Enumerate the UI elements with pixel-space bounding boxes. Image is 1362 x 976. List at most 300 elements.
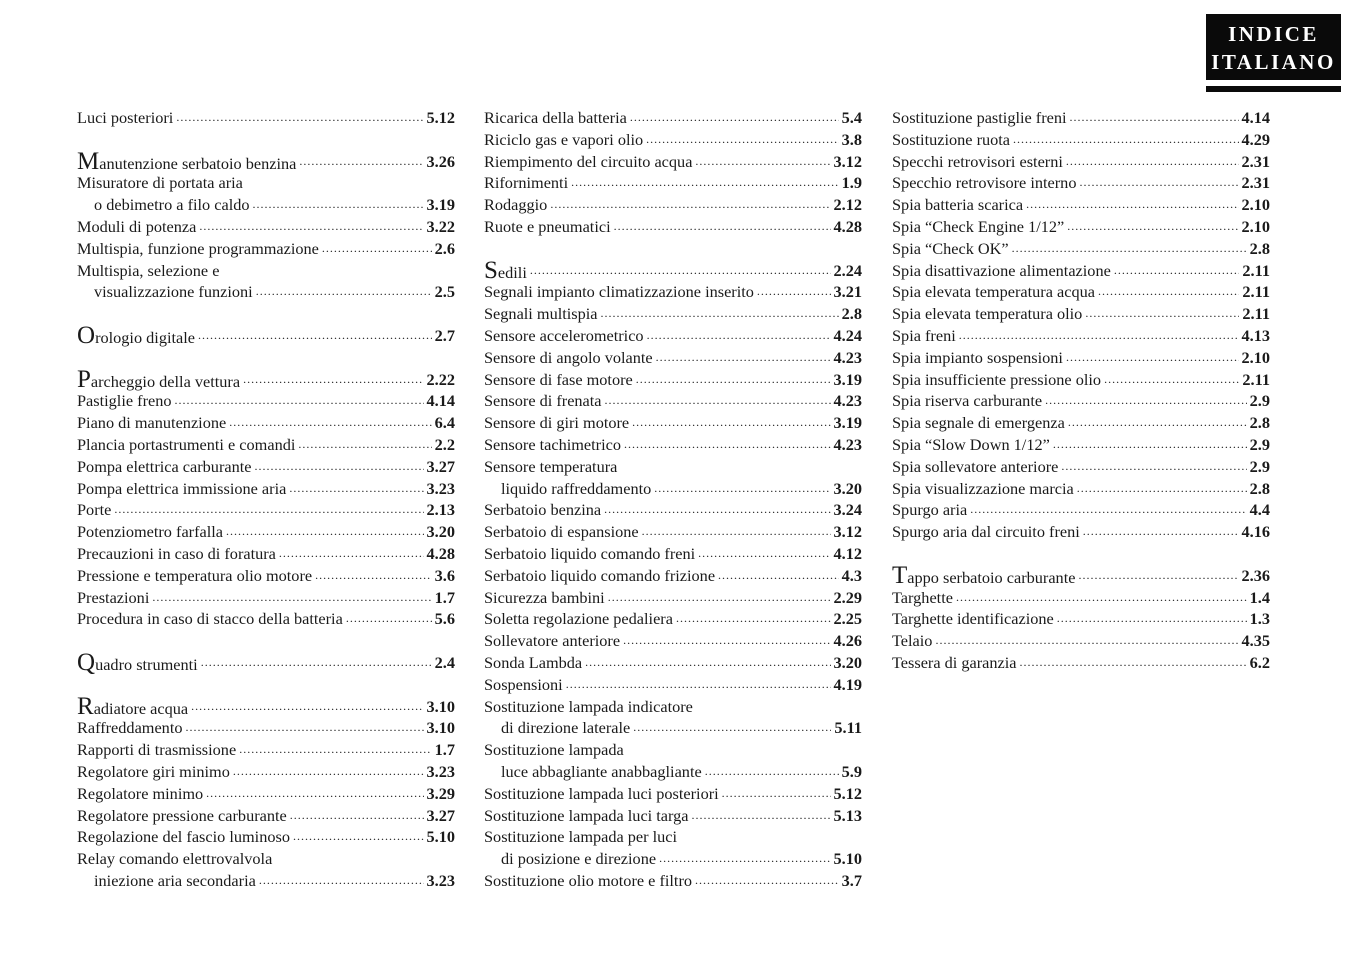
entry-page-number: 4.4: [1249, 500, 1270, 520]
entry-label: Spia riserva carburante: [892, 391, 1043, 411]
entry-label: di direzione laterale: [501, 718, 631, 738]
index-entry: [484, 565, 862, 587]
entry-label: Spia freni: [892, 325, 956, 345]
index-entry: [77, 783, 455, 805]
index-entry: [892, 587, 1270, 609]
entry-label: Sostituzione lampada luci posteriori: [484, 783, 719, 803]
entry-page-number: 4.35: [1241, 631, 1270, 651]
entry-label: Piano di manutenzione: [77, 413, 227, 433]
index-entry-continued: [77, 260, 455, 282]
dot-leader: [229, 412, 431, 434]
index-entry-continued: [484, 739, 862, 761]
entry-label: Sensore di giri motore: [484, 413, 630, 433]
entry-label: Serbatoio liquido comando frizione: [484, 565, 716, 585]
dot-leader: [299, 151, 423, 173]
entry-label: Potenziometro farfalla: [77, 522, 224, 542]
entry-page-number: 4.13: [1241, 325, 1270, 345]
entry-page-number: 5.11: [834, 718, 862, 738]
entry-page-number: 3.22: [426, 216, 455, 236]
entry-page-number: 4.28: [833, 216, 862, 236]
dot-leader: [636, 369, 831, 391]
dot-leader: [624, 434, 831, 456]
index-gap: [77, 129, 455, 151]
entry-label: Pastiglie freno: [77, 391, 172, 411]
dot-leader: [1070, 107, 1239, 129]
dot-leader: [290, 805, 424, 827]
entry-page-number: 2.10: [1241, 195, 1270, 215]
index-entry: [77, 147, 455, 175]
dot-leader: [199, 216, 423, 238]
entry-page-number: 4.16: [1241, 522, 1270, 542]
dot-leader: [293, 826, 424, 848]
dot-leader: [253, 194, 424, 216]
entry-page-number: 4.14: [426, 391, 455, 411]
dot-leader: [1114, 260, 1240, 282]
index-entry: [892, 608, 1270, 630]
entry-label: Spia disattivazione alimentazione: [892, 260, 1111, 280]
badge-title-line2: ITALIANO: [1211, 50, 1336, 74]
dot-leader: [226, 521, 423, 543]
index-column-3: [892, 107, 1270, 674]
dot-leader: [243, 369, 423, 391]
entry-label: Tessera di garanzia: [892, 652, 1017, 672]
index-entry: [484, 194, 862, 216]
dot-leader: [1104, 369, 1239, 391]
index-entry: [77, 216, 455, 238]
index-entry: [77, 648, 455, 676]
index-entry: [484, 172, 862, 194]
entry-label: Plancia portastrumenti e comandi: [77, 434, 296, 454]
index-entry: [77, 238, 455, 260]
dot-leader: [695, 151, 830, 173]
dot-leader: [176, 107, 423, 129]
entry-label: Spia insufficiente pressione olio: [892, 369, 1102, 389]
entry-page-number: 2.13: [426, 500, 455, 520]
dot-leader: [1026, 194, 1238, 216]
index-entry: [484, 608, 862, 630]
dot-leader: [698, 543, 830, 565]
entry-label: Luci posteriori: [77, 108, 174, 127]
dot-leader: [175, 390, 424, 412]
dot-leader: [233, 761, 424, 783]
entry-page-number: 2.9: [1249, 434, 1270, 454]
dot-leader: [1053, 434, 1247, 456]
index-entry: [484, 543, 862, 565]
entry-page-number: 4.23: [833, 391, 862, 411]
index-entry: [484, 325, 862, 347]
index-entry: [892, 521, 1270, 543]
index-entry: [892, 260, 1270, 282]
dot-leader: [1079, 172, 1238, 194]
index-entry: [892, 151, 1270, 173]
index-entry: [484, 281, 862, 303]
dot-leader: [601, 303, 839, 325]
entry-page-number: 5.13: [833, 805, 862, 825]
entry-label: Pompa elettrica immissione aria: [77, 478, 287, 498]
entry-page-number: 2.25: [833, 609, 862, 629]
index-entry: [77, 521, 455, 543]
entry-label: Targhette: [892, 587, 953, 607]
entry-label: Manutenzione serbatoio benzina: [77, 147, 297, 175]
dot-leader: [206, 783, 423, 805]
dot-leader: [254, 456, 423, 478]
entry-label: Misuratore di portata aria: [77, 173, 243, 193]
entry-label: visualizzazione funzioni: [94, 282, 253, 302]
index-entry: [77, 456, 455, 478]
index-entry: [77, 499, 455, 521]
index-entry: [892, 478, 1270, 500]
entry-page-number: 4.29: [1241, 129, 1270, 149]
entry-label: Spia visualizzazione marcia: [892, 478, 1074, 498]
entry-label: Specchio retrovisore interno: [892, 173, 1077, 193]
dot-leader: [530, 260, 831, 282]
index-column-1: [77, 107, 455, 892]
dot-leader: [1045, 390, 1247, 412]
entry-page-number: 2.11: [1242, 369, 1270, 389]
dot-leader: [289, 478, 423, 500]
index-entry: [892, 434, 1270, 456]
entry-label: Sensore temperatura: [484, 456, 618, 476]
badge-underline-bar: [1206, 86, 1341, 92]
entry-page-number: 4.28: [426, 543, 455, 563]
dot-leader: [757, 281, 831, 303]
index-entry: [892, 172, 1270, 194]
index-entry: [484, 717, 862, 739]
entry-label: Regolatore pressione carburante: [77, 805, 287, 825]
dot-leader: [198, 325, 432, 347]
index-gap: [77, 347, 455, 369]
index-entry: [77, 587, 455, 609]
entry-label: Spia “Slow Down 1/12”: [892, 434, 1050, 454]
entry-page-number: 5.12: [833, 783, 862, 803]
index-entry-continued: [77, 848, 455, 870]
dot-leader: [315, 565, 432, 587]
dot-leader: [186, 717, 424, 739]
dot-leader: [654, 478, 830, 500]
entry-label: Targhette identificazione: [892, 609, 1054, 629]
entry-page-number: 2.2: [434, 434, 455, 454]
index-entry: [77, 692, 455, 720]
dot-leader: [1077, 478, 1247, 500]
dot-leader: [956, 587, 1247, 609]
entry-label: Sospensioni: [484, 674, 563, 694]
entry-page-number: 1.9: [841, 173, 862, 193]
entry-page-number: 1.7: [434, 587, 455, 607]
entry-page-number: 4.23: [833, 347, 862, 367]
entry-label: Soletta regolazione pedaliera: [484, 609, 673, 629]
index-entry: [77, 434, 455, 456]
dot-leader: [1078, 565, 1238, 587]
entry-page-number: 5.9: [841, 761, 862, 781]
dot-leader: [1012, 238, 1247, 260]
index-entry: [77, 870, 455, 892]
index-entry: [892, 412, 1270, 434]
entry-label: Porte: [77, 500, 112, 520]
entry-label: Spia segnale di emergenza: [892, 413, 1065, 433]
index-entry: [892, 456, 1270, 478]
entry-label: Procedura in caso di stacco della batteria: [77, 609, 343, 629]
index-entry: [77, 412, 455, 434]
index-gap: [892, 543, 1270, 565]
dot-leader: [608, 587, 831, 609]
dot-leader: [298, 434, 431, 456]
entry-label: Spurgo aria dal circuito freni: [892, 522, 1080, 542]
entry-label: Radiatore acqua: [77, 692, 189, 720]
entry-label: Parcheggio della vettura: [77, 365, 241, 393]
entry-label: Regolazione del fascio luminoso: [77, 827, 290, 847]
entry-label: Sostituzione lampada luci targa: [484, 805, 689, 825]
entry-label: Riciclo gas e vapori olio: [484, 129, 644, 149]
dot-leader: [322, 238, 432, 260]
entry-label: Spia batteria scarica: [892, 195, 1024, 215]
dot-leader: [1098, 281, 1239, 303]
dot-leader: [1057, 608, 1247, 630]
index-entry: [77, 543, 455, 565]
entry-label: Spia elevata temperatura olio: [892, 304, 1083, 324]
entry-page-number: 3.19: [426, 195, 455, 215]
entry-page-number: 4.12: [833, 543, 862, 563]
dot-leader: [1020, 652, 1247, 674]
index-entry: [892, 561, 1270, 589]
dot-leader: [1068, 412, 1247, 434]
entry-label: Tappo serbatoio carburante: [892, 561, 1076, 589]
entry-label: Spia impianto sospensioni: [892, 347, 1063, 367]
index-entry: [484, 783, 862, 805]
dot-leader: [550, 194, 830, 216]
index-entry: [484, 478, 862, 500]
index-entry: [484, 369, 862, 391]
entry-page-number: 3.19: [833, 369, 862, 389]
entry-label: Pressione e temperatura olio motore: [77, 565, 313, 585]
index-entry: [77, 805, 455, 827]
entry-label: Spia “Check Engine 1/12”: [892, 216, 1065, 236]
entry-page-number: 2.22: [426, 369, 455, 389]
entry-label: Serbatoio di espansione: [484, 522, 639, 542]
entry-page-number: 3.6: [434, 565, 455, 585]
dot-leader: [1083, 521, 1239, 543]
index-entry: [484, 151, 862, 173]
entry-label: Sensore di fase motore: [484, 369, 633, 389]
index-entry: [484, 630, 862, 652]
dot-leader: [1066, 347, 1239, 369]
entry-label: Spia “Check OK”: [892, 238, 1009, 258]
index-entry: [484, 434, 862, 456]
entry-page-number: 6.2: [1249, 652, 1270, 672]
dot-leader: [585, 652, 830, 674]
entry-label: Sostituzione lampada indicatore: [484, 696, 693, 716]
entry-page-number: 2.31: [1241, 173, 1270, 193]
entry-label: Spurgo aria: [892, 500, 968, 520]
entry-page-number: 5.10: [833, 849, 862, 869]
entry-page-number: 3.10: [426, 696, 455, 716]
index-entry: [484, 587, 862, 609]
dot-leader: [605, 390, 831, 412]
entry-label: o debimetro a filo caldo: [94, 195, 250, 215]
entry-label: Regolatore giri minimo: [77, 761, 230, 781]
entry-page-number: 3.8: [841, 129, 862, 149]
entry-page-number: 2.8: [841, 304, 862, 324]
dot-leader: [152, 587, 431, 609]
entry-label: Sollevatore anteriore: [484, 631, 621, 651]
dot-leader: [191, 696, 423, 718]
index-entry: [484, 347, 862, 369]
dot-leader: [718, 565, 839, 587]
entry-label: di posizione e direzione: [501, 849, 657, 869]
entry-label: Sostituzione ruota: [892, 129, 1011, 149]
entry-label: Sensore accelerometrico: [484, 325, 644, 345]
entry-label: Rifornimenti: [484, 173, 569, 193]
entry-label: Sonda Lambda: [484, 652, 583, 672]
entry-page-number: 3.27: [426, 805, 455, 825]
dot-leader: [642, 521, 831, 543]
dot-leader: [692, 805, 831, 827]
entry-label: luce abbagliante anabbagliante: [501, 761, 702, 781]
index-gap: [77, 674, 455, 696]
entry-page-number: 5.10: [426, 827, 455, 847]
entry-page-number: 1.3: [1249, 609, 1270, 629]
entry-label: Quadro strumenti: [77, 648, 198, 676]
entry-page-number: 3.20: [833, 478, 862, 498]
entry-label: Sostituzione pastiglie freni: [892, 108, 1067, 127]
entry-page-number: 2.7: [434, 325, 455, 345]
index-entry: [484, 870, 862, 892]
dot-leader: [676, 608, 831, 630]
entry-page-number: 3.20: [426, 522, 455, 542]
index-entry: [892, 325, 1270, 347]
entry-page-number: 2.31: [1241, 151, 1270, 171]
dot-leader: [1067, 216, 1238, 238]
index-entry: [892, 216, 1270, 238]
index-entry: [77, 761, 455, 783]
entry-page-number: 2.29: [833, 587, 862, 607]
index-entry: [892, 194, 1270, 216]
entry-page-number: 2.8: [1249, 238, 1270, 258]
index-entry: [484, 390, 862, 412]
dot-leader: [259, 870, 424, 892]
index-entry: [892, 652, 1270, 674]
index-entry: [484, 129, 862, 151]
entry-page-number: 4.26: [833, 631, 862, 651]
entry-page-number: 3.24: [833, 500, 862, 520]
index-entry: [892, 129, 1270, 151]
dot-leader: [623, 630, 830, 652]
index-entry: [77, 365, 455, 393]
badge-title-line1: INDICE: [1228, 22, 1319, 46]
index-entry: [77, 281, 455, 303]
entry-label: Segnali multispia: [484, 304, 598, 324]
index-entry-continued: [484, 826, 862, 848]
index-entry: [484, 761, 862, 783]
index-entry: [484, 805, 862, 827]
dot-leader: [1085, 303, 1239, 325]
index-entry: [892, 630, 1270, 652]
dot-leader: [656, 347, 831, 369]
entry-label: Sedili: [484, 256, 527, 284]
dot-leader: [201, 652, 432, 674]
dot-leader: [1061, 456, 1246, 478]
entry-page-number: 2.10: [1241, 347, 1270, 367]
dot-leader: [633, 717, 831, 739]
index-entry: [484, 412, 862, 434]
dot-leader: [1013, 129, 1238, 151]
index-entry: [892, 390, 1270, 412]
index-entry: [484, 521, 862, 543]
index-entry: [77, 717, 455, 739]
entry-label: Sensore tachimetrico: [484, 434, 621, 454]
dot-leader: [630, 107, 839, 129]
index-entry-continued: [484, 696, 862, 718]
dot-leader: [970, 499, 1246, 521]
entry-page-number: 6.4: [434, 413, 455, 433]
entry-label: Moduli di potenza: [77, 216, 197, 236]
entry-label: Relay comando elettrovalvola: [77, 849, 273, 869]
index-entry: [892, 303, 1270, 325]
entry-label: Sensore di angolo volante: [484, 347, 653, 367]
index-entry: [484, 216, 862, 238]
dot-leader: [695, 870, 839, 892]
dot-leader: [239, 739, 431, 761]
dot-leader: [646, 129, 838, 151]
entry-page-number: 4.3: [841, 565, 862, 585]
index-entry: [77, 390, 455, 412]
index-entry: [892, 281, 1270, 303]
index-entry: [892, 369, 1270, 391]
entry-page-number: 3.27: [426, 456, 455, 476]
index-gap: [484, 238, 862, 260]
entry-page-number: 2.24: [833, 260, 862, 280]
entry-page-number: 5.6: [434, 609, 455, 629]
entry-label: Precauzioni in caso di foratura: [77, 543, 276, 563]
dot-leader: [571, 172, 839, 194]
index-entry-continued: [77, 172, 455, 194]
entry-label: Multispia, selezione e: [77, 260, 220, 280]
entry-label: Rodaggio: [484, 195, 548, 215]
entry-page-number: 3.23: [426, 870, 455, 890]
index-entry: [77, 107, 455, 129]
entry-page-number: 2.6: [434, 238, 455, 258]
entry-label: Sostituzione lampada: [484, 740, 624, 760]
index-entry: [77, 194, 455, 216]
entry-page-number: 2.11: [1242, 282, 1270, 302]
entry-page-number: 5.12: [426, 108, 455, 127]
entry-label: Ricarica della batteria: [484, 108, 627, 127]
entry-page-number: 3.23: [426, 478, 455, 498]
index-entry: [77, 608, 455, 630]
entry-label: Ruote e pneumatici: [484, 216, 611, 236]
entry-page-number: 2.8: [1249, 478, 1270, 498]
index-entry: [77, 739, 455, 761]
entry-page-number: 2.9: [1249, 456, 1270, 476]
dot-leader: [632, 412, 830, 434]
dot-leader: [279, 543, 424, 565]
index-entry: [484, 652, 862, 674]
index-entry: [892, 499, 1270, 521]
entry-label: Sostituzione olio motore e filtro: [484, 870, 693, 890]
entry-page-number: 3.12: [833, 151, 862, 171]
index-entry: [77, 321, 455, 349]
entry-page-number: 2.11: [1242, 260, 1270, 280]
entry-page-number: 1.7: [434, 740, 455, 760]
index-entry: [77, 478, 455, 500]
entry-page-number: 4.14: [1241, 108, 1270, 127]
entry-page-number: 3.12: [833, 522, 862, 542]
entry-label: Spia sollevatore anteriore: [892, 456, 1059, 476]
entry-label: liquido raffreddamento: [501, 478, 652, 498]
entry-page-number: 5.4: [841, 108, 862, 127]
entry-label: Multispia, funzione programmazione: [77, 238, 319, 258]
entry-label: Prestazioni: [77, 587, 150, 607]
index-entry: [484, 303, 862, 325]
